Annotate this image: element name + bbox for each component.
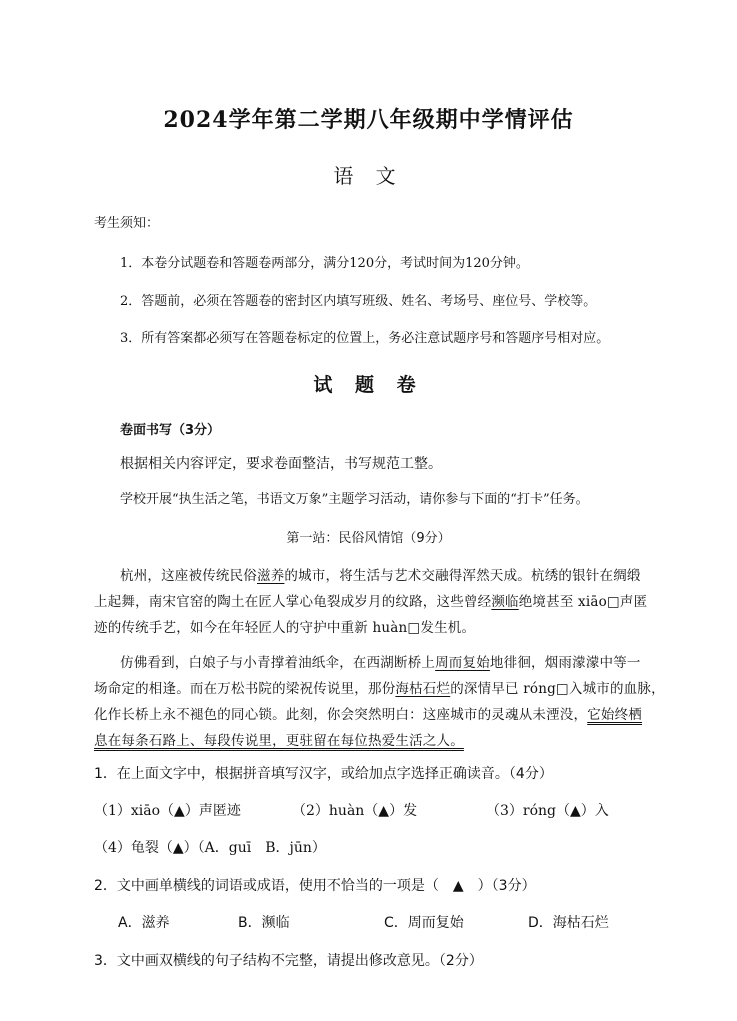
- text-span: 化作长桥上永不褪色的同心锁。此刻，你会突然明白：这座城市的灵魂从未湮没，: [94, 707, 588, 723]
- passage-p1-line-3: 迹的传统手艺，如今在年轻匠人的守护中重新 huàn□发生机。: [94, 620, 476, 636]
- passage-p1-line-1: [120, 564, 641, 584]
- passage-p2-line-3: [94, 703, 642, 723]
- question-2-option-c: C．周而复始: [384, 915, 464, 931]
- double-underlined-sentence: 息在每条石路上、每段传说里，更驻留在每位热爱生活之人。: [94, 733, 464, 749]
- notice-heading: 考生须知：: [94, 216, 160, 231]
- text-span: 的深情早已 róng□入城市的血脉，: [450, 681, 665, 697]
- question-1-item-4: （4）龟裂（▲）（A．guī B．jūn）: [94, 840, 326, 856]
- question-3-stem: 3．文中画双横线的句子结构不完整，请提出修改意见。（2分）: [94, 953, 483, 969]
- question-1-stem: 1．在上面文字中，根据拼音填写汉字，或给加点字选择正确读音。（4分）: [94, 766, 553, 782]
- notice-item-1: 1．本卷分试题卷和答题卷两部分，满分120分，考试时间为120分钟。: [120, 256, 529, 271]
- underlined-word: 濒临: [491, 594, 519, 610]
- question-2-option-b: B．濒临: [238, 915, 290, 931]
- question-2-option-a: A．滋养: [118, 915, 170, 931]
- question-1-item-2: （2）huàn（▲）发: [292, 803, 418, 819]
- text-span: 杭州，这座被传统民俗: [120, 568, 257, 584]
- activity-intro: 学校开展“执生活之笔，书语文万象”主题学习活动，请你参与下面的“打卡”任务。: [120, 492, 589, 507]
- handwriting-text: 根据相关内容评定，要求卷面整洁，书写规范工整。: [120, 456, 442, 472]
- exam-title: 2024学年第二学期八年级期中学情评估: [163, 107, 574, 133]
- text-span: 场命定的相逢。而在万松书院的梁祝传说里，那份: [94, 681, 396, 697]
- text-span: 的城市，将生活与艺术交融得浑然天成。杭绣的银针在绸缎: [284, 568, 641, 584]
- text-span: 绝境甚至 xiāo□声匿: [518, 594, 648, 610]
- text-span: 上起舞，南宋官窑的陶土在匠人掌心龟裂成岁月的纹路，这些曾经: [94, 594, 492, 610]
- passage-p2-line-1: [120, 651, 641, 671]
- double-underlined-sentence: 它始终栖: [587, 707, 643, 723]
- section-title: 试 题 卷: [313, 374, 424, 396]
- passage-p2-line-2: [94, 677, 665, 697]
- notice-item-2: 2．答题前，必须在答题卷的密封区内填写班级、姓名、考场号、座位号、学校等。: [120, 294, 597, 309]
- subject-title: 语 文: [333, 164, 404, 188]
- underlined-word: 海枯石烂: [395, 681, 451, 697]
- station-title: 第一站：民俗风情馆（9分）: [286, 531, 451, 546]
- text-span: 地徘徊，烟雨濛濛中等一: [489, 655, 641, 671]
- handwriting-heading: 卷面书写（3分）: [120, 423, 221, 438]
- text-span: 仿佛看到，白娘子与小青撑着油纸伞，在西湖断桥上: [120, 655, 436, 671]
- notice-item-3: 3．所有答案都必须写在答题卷标定的位置上，务必注意试题序号和答题序号相对应。: [120, 331, 610, 346]
- question-2-stem: 2．文中画单横线的词语或成语，使用不恰当的一项是（ ▲ ）（3分）: [94, 878, 536, 894]
- passage-p1-line-2: [94, 590, 647, 610]
- question-1-item-3: （3）róng（▲）入: [486, 803, 609, 819]
- underlined-word: 滋养: [257, 568, 285, 584]
- question-2-option-d: D．海枯石烂: [528, 915, 609, 931]
- question-1-item-1: （1）xiāo（▲）声匿迹: [94, 803, 241, 819]
- underlined-word: 周而复始: [435, 655, 490, 671]
- passage-p2-line-4: [94, 729, 464, 749]
